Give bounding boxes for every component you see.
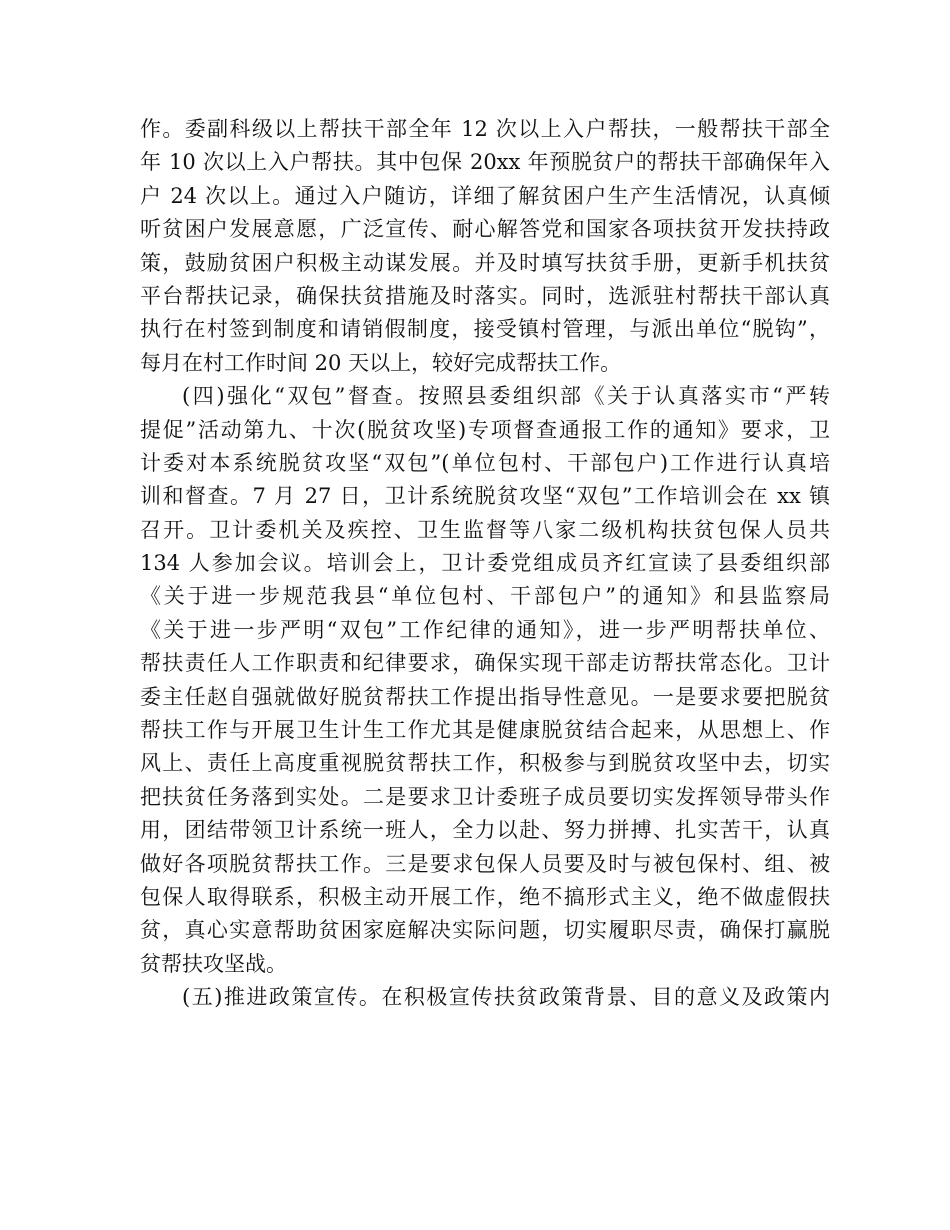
text-line: 做好各项脱贫帮扶工作。三是要求包保人员要及时与被包保村、组、被 — [140, 851, 830, 876]
body-text — [140, 113, 830, 1015]
text-line: 策，鼓励贫困户积极主动谋发展。并及时填写扶贫手册，更新手机扶贫 — [140, 250, 830, 275]
text-line: 贫，真心实意帮助贫困家庭解决实际问题，切实履职尽责，确保打赢脱 — [140, 918, 830, 943]
text-line: 听贫困户发展意愿，广泛宣传、耐心解答党和国家各项扶贫开发扶持政 — [140, 217, 830, 242]
text-line: 户 24 次以上。通过入户随访，详细了解贫困户生产生活情况，认真倾 — [140, 183, 830, 208]
section-heading-line: (四)强化“双包”督查。按照县委组织部《关于认真落实市“严转 — [182, 384, 830, 409]
text-line: 风上、责任上高度重视脱贫帮扶工作，积极参与到脱贫攻坚中去，切实 — [140, 751, 830, 776]
text-line: 训和督查。7 月 27 日，卫计系统脱贫攻坚“双包”工作培训会在 xx 镇 — [140, 484, 830, 509]
text-line: 用，团结带领卫计系统一班人，全力以赴、努力拼搏、扎实苦干，认真 — [140, 818, 830, 843]
text-line: 提促”活动第九、十次(脱贫攻坚)专项督查通报工作的通知》要求，卫 — [140, 417, 830, 442]
text-line: 《关于进一步规范我县“单位包村、干部包户”的通知》和县监察局 — [140, 584, 830, 609]
text-line: 作。委副科级以上帮扶干部全年 12 次以上入户帮扶，一般帮扶干部全 — [140, 117, 830, 141]
section-heading-line: (五)推进政策宣传。在积极宣传扶贫政策背景、目的意义及政策内 — [182, 985, 830, 1010]
text-line: 贫帮扶攻坚战。 — [140, 951, 287, 976]
text-line: 帮扶责任人工作职责和纪律要求，确保实现干部走访帮扶常态化。卫计 — [140, 651, 830, 676]
text-line: 把扶贫任务落到实处。二是要求卫计委班子成员要切实发挥领导带头作 — [140, 784, 830, 809]
text-line: 134 人参加会议。培训会上，卫计委党组成员齐红宣读了县委组织部 — [140, 551, 830, 576]
text-line: 计委对本系统脱贫攻坚“双包”(单位包村、干部包户)工作进行认真培 — [140, 450, 830, 475]
text-line: 执行在村签到制度和请销假制度，接受镇村管理，与派出单位“脱钩”， — [140, 317, 830, 342]
text-line: 每月在村工作时间 20 天以上，较好完成帮扶工作。 — [140, 350, 622, 375]
text-line: 帮扶工作与开展卫生计生工作尤其是健康脱贫结合起来，从思想上、作 — [140, 718, 830, 743]
text-line: 委主任赵自强就做好脱贫帮扶工作提出指导性意见。一是要求要把脱贫 — [140, 684, 830, 709]
text-line: 年 10 次以上入户帮扶。其中包保 20xx 年预脱贫户的帮扶干部确保年入 — [140, 150, 830, 175]
text-line: 平台帮扶记录，确保扶贫措施及时落实。同时，选派驻村帮扶干部认真 — [140, 283, 830, 308]
text-line: 包保人取得联系，积极主动开展工作，绝不搞形式主义，绝不做虚假扶 — [140, 884, 830, 909]
text-line: 召开。卫计委机关及疾控、卫生监督等八家二级机构扶贫包保人员共 — [140, 517, 830, 542]
text-line: 《关于进一步严明“双包”工作纪律的通知》，进一步严明帮扶单位、 — [140, 617, 830, 642]
